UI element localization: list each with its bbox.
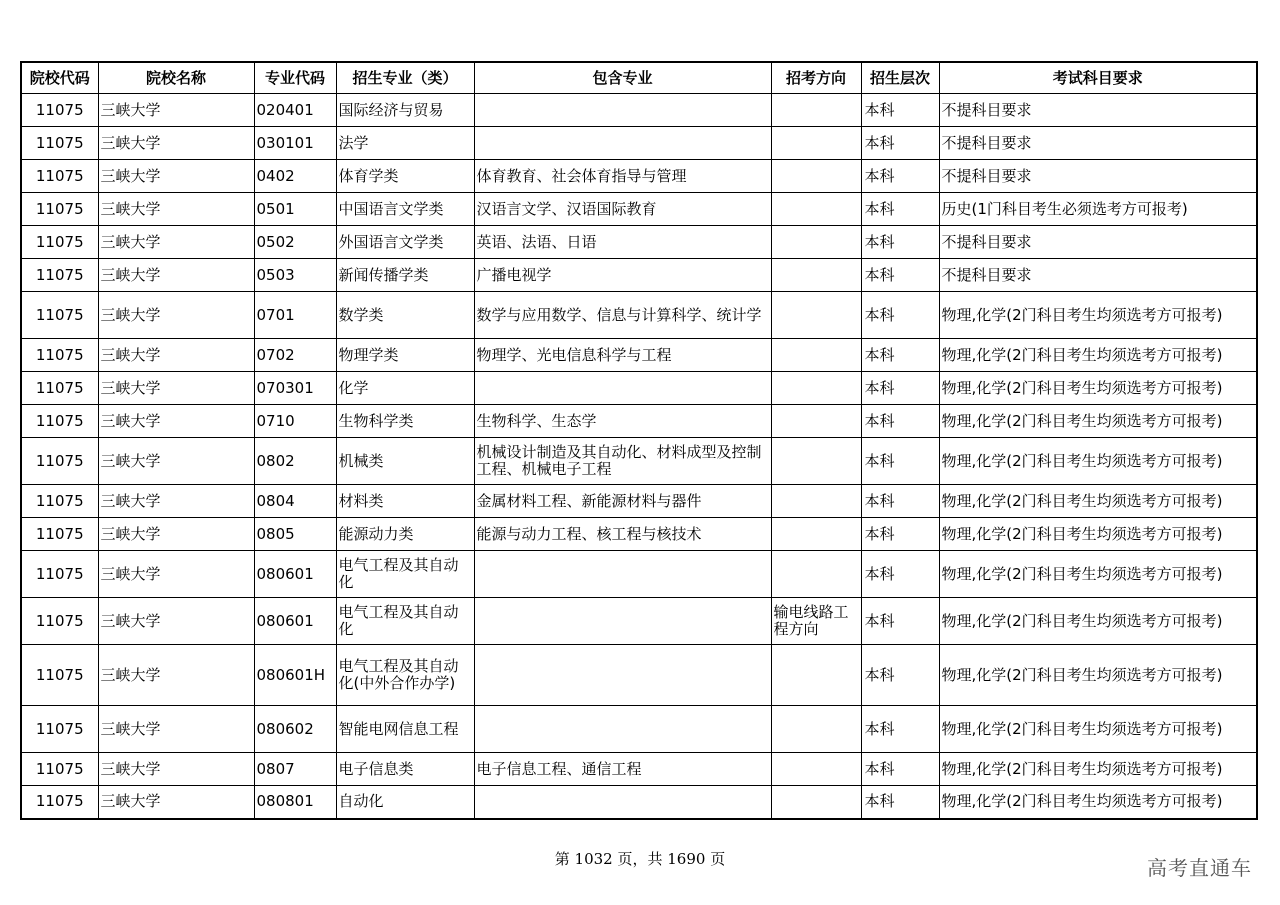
cell-included-majors: 广播电视学	[474, 259, 771, 292]
cell-school-name: 三峡大学	[98, 518, 254, 551]
table-row	[21, 339, 1257, 372]
cell-major-code: 080602	[254, 706, 336, 753]
cell-school-name: 三峡大学	[98, 405, 254, 438]
cell-included-majors	[474, 786, 771, 819]
cell-direction	[771, 339, 861, 372]
cell-school-code: 11075	[21, 753, 98, 786]
cell-school-code: 11075	[21, 786, 98, 819]
cell-major-name: 电气工程及其自动化	[336, 551, 474, 598]
cell-major-code: 070301	[254, 372, 336, 405]
cell-level: 本科	[861, 706, 939, 753]
header-subject-requirements: 考试科目要求	[939, 62, 1257, 94]
cell-level: 本科	[861, 339, 939, 372]
cell-school-name: 三峡大学	[98, 485, 254, 518]
cell-subject-requirements: 不提科目要求	[939, 94, 1257, 127]
cell-direction	[771, 551, 861, 598]
cell-included-majors	[474, 127, 771, 160]
cell-included-majors	[474, 94, 771, 127]
table-row	[21, 372, 1257, 405]
cell-major-code: 0710	[254, 405, 336, 438]
cell-level: 本科	[861, 193, 939, 226]
cell-direction	[771, 94, 861, 127]
cell-school-code: 11075	[21, 706, 98, 753]
cell-school-code: 11075	[21, 259, 98, 292]
cell-included-majors: 数学与应用数学、信息与计算科学、统计学	[474, 292, 771, 339]
cell-level: 本科	[861, 753, 939, 786]
cell-direction	[771, 485, 861, 518]
cell-major-code: 0805	[254, 518, 336, 551]
cell-level: 本科	[861, 259, 939, 292]
cell-included-majors	[474, 372, 771, 405]
cell-level: 本科	[861, 645, 939, 706]
cell-direction	[771, 292, 861, 339]
cell-major-name: 体育学类	[336, 160, 474, 193]
cell-level: 本科	[861, 485, 939, 518]
header-school-name: 院校名称	[98, 62, 254, 94]
cell-subject-requirements: 历史(1门科目考生必须选考方可报考)	[939, 193, 1257, 226]
table-row	[21, 551, 1257, 598]
cell-subject-requirements: 物理,化学(2门科目考生均须选考方可报考)	[939, 786, 1257, 819]
cell-school-code: 11075	[21, 518, 98, 551]
cell-school-code: 11075	[21, 645, 98, 706]
cell-school-name: 三峡大学	[98, 292, 254, 339]
table-row	[21, 786, 1257, 819]
cell-school-code: 11075	[21, 292, 98, 339]
cell-level: 本科	[861, 405, 939, 438]
cell-school-name: 三峡大学	[98, 753, 254, 786]
header-major-name: 招生专业（类）	[336, 62, 474, 94]
cell-subject-requirements: 物理,化学(2门科目考生均须选考方可报考)	[939, 645, 1257, 706]
cell-level: 本科	[861, 372, 939, 405]
cell-subject-requirements: 物理,化学(2门科目考生均须选考方可报考)	[939, 518, 1257, 551]
cell-school-code: 11075	[21, 405, 98, 438]
cell-subject-requirements: 不提科目要求	[939, 226, 1257, 259]
cell-level: 本科	[861, 94, 939, 127]
cell-major-name: 材料类	[336, 485, 474, 518]
cell-direction	[771, 786, 861, 819]
cell-included-majors: 生物科学、生态学	[474, 405, 771, 438]
cell-school-name: 三峡大学	[98, 94, 254, 127]
cell-major-code: 080601	[254, 551, 336, 598]
cell-school-code: 11075	[21, 551, 98, 598]
cell-school-name: 三峡大学	[98, 372, 254, 405]
header-row	[21, 62, 1257, 94]
cell-level: 本科	[861, 518, 939, 551]
cell-level: 本科	[861, 551, 939, 598]
header-school-code: 院校代码	[21, 62, 98, 94]
cell-subject-requirements: 不提科目要求	[939, 160, 1257, 193]
table-row	[21, 405, 1257, 438]
cell-direction	[771, 645, 861, 706]
cell-school-code: 11075	[21, 438, 98, 485]
cell-school-code: 11075	[21, 598, 98, 645]
cell-direction	[771, 518, 861, 551]
table-row	[21, 753, 1257, 786]
cell-major-code: 0503	[254, 259, 336, 292]
cell-included-majors: 体育教育、社会体育指导与管理	[474, 160, 771, 193]
cell-subject-requirements: 物理,化学(2门科目考生均须选考方可报考)	[939, 598, 1257, 645]
cell-level: 本科	[861, 226, 939, 259]
cell-school-name: 三峡大学	[98, 339, 254, 372]
cell-major-name: 自动化	[336, 786, 474, 819]
cell-school-code: 11075	[21, 127, 98, 160]
cell-major-name: 化学	[336, 372, 474, 405]
cell-major-code: 080601H	[254, 645, 336, 706]
header-direction: 招考方向	[771, 62, 861, 94]
cell-major-code: 080801	[254, 786, 336, 819]
table-row	[21, 518, 1257, 551]
cell-major-code: 0502	[254, 226, 336, 259]
cell-subject-requirements: 物理,化学(2门科目考生均须选考方可报考)	[939, 706, 1257, 753]
cell-level: 本科	[861, 292, 939, 339]
cell-major-name: 机械类	[336, 438, 474, 485]
table-body	[21, 94, 1257, 819]
cell-major-code: 0802	[254, 438, 336, 485]
cell-direction	[771, 753, 861, 786]
page-number: 第 1032 页，共 1690 页	[554, 850, 726, 868]
table-row	[21, 706, 1257, 753]
cell-school-name: 三峡大学	[98, 160, 254, 193]
cell-school-code: 11075	[21, 485, 98, 518]
cell-major-name: 生物科学类	[336, 405, 474, 438]
cell-included-majors	[474, 706, 771, 753]
cell-major-name: 外国语言文学类	[336, 226, 474, 259]
cell-level: 本科	[861, 127, 939, 160]
cell-level: 本科	[861, 160, 939, 193]
header-major-code: 专业代码	[254, 62, 336, 94]
cell-direction	[771, 193, 861, 226]
cell-major-name: 能源动力类	[336, 518, 474, 551]
cell-school-name: 三峡大学	[98, 127, 254, 160]
cell-direction	[771, 405, 861, 438]
cell-major-code: 0701	[254, 292, 336, 339]
cell-school-name: 三峡大学	[98, 786, 254, 819]
cell-included-majors: 汉语言文学、汉语国际教育	[474, 193, 771, 226]
cell-included-majors: 机械设计制造及其自动化、材料成型及控制工程、机械电子工程	[474, 438, 771, 485]
cell-subject-requirements: 物理,化学(2门科目考生均须选考方可报考)	[939, 405, 1257, 438]
admissions-table-container	[20, 61, 1256, 820]
cell-direction	[771, 372, 861, 405]
cell-subject-requirements: 物理,化学(2门科目考生均须选考方可报考)	[939, 438, 1257, 485]
table-row	[21, 94, 1257, 127]
cell-school-name: 三峡大学	[98, 598, 254, 645]
cell-major-code: 0807	[254, 753, 336, 786]
cell-major-name: 物理学类	[336, 339, 474, 372]
cell-school-name: 三峡大学	[98, 226, 254, 259]
cell-school-code: 11075	[21, 94, 98, 127]
cell-school-name: 三峡大学	[98, 193, 254, 226]
cell-included-majors	[474, 551, 771, 598]
table-row	[21, 160, 1257, 193]
cell-major-name: 法学	[336, 127, 474, 160]
table-row	[21, 438, 1257, 485]
cell-included-majors	[474, 645, 771, 706]
cell-included-majors: 金属材料工程、新能源材料与器件	[474, 485, 771, 518]
cell-school-name: 三峡大学	[98, 438, 254, 485]
cell-school-code: 11075	[21, 339, 98, 372]
cell-school-name: 三峡大学	[98, 259, 254, 292]
cell-included-majors: 物理学、光电信息科学与工程	[474, 339, 771, 372]
cell-major-code: 080601	[254, 598, 336, 645]
cell-included-majors	[474, 598, 771, 645]
cell-direction	[771, 160, 861, 193]
table-row	[21, 193, 1257, 226]
table-row	[21, 226, 1257, 259]
cell-major-name: 智能电网信息工程	[336, 706, 474, 753]
header-included-majors: 包含专业	[474, 62, 771, 94]
cell-direction	[771, 259, 861, 292]
cell-major-name: 国际经济与贸易	[336, 94, 474, 127]
header-level: 招生层次	[861, 62, 939, 94]
cell-school-code: 11075	[21, 193, 98, 226]
admissions-table	[20, 61, 1258, 820]
cell-included-majors: 能源与动力工程、核工程与核技术	[474, 518, 771, 551]
cell-subject-requirements: 物理,化学(2门科目考生均须选考方可报考)	[939, 339, 1257, 372]
cell-subject-requirements: 不提科目要求	[939, 127, 1257, 160]
cell-school-code: 11075	[21, 372, 98, 405]
cell-direction	[771, 127, 861, 160]
cell-subject-requirements: 物理,化学(2门科目考生均须选考方可报考)	[939, 551, 1257, 598]
cell-school-name: 三峡大学	[98, 706, 254, 753]
cell-subject-requirements: 不提科目要求	[939, 259, 1257, 292]
cell-subject-requirements: 物理,化学(2门科目考生均须选考方可报考)	[939, 292, 1257, 339]
cell-school-code: 11075	[21, 160, 98, 193]
cell-included-majors: 英语、法语、日语	[474, 226, 771, 259]
cell-subject-requirements: 物理,化学(2门科目考生均须选考方可报考)	[939, 485, 1257, 518]
cell-direction	[771, 706, 861, 753]
cell-major-code: 0804	[254, 485, 336, 518]
cell-level: 本科	[861, 598, 939, 645]
table-row	[21, 485, 1257, 518]
cell-included-majors: 电子信息工程、通信工程	[474, 753, 771, 786]
table-header	[21, 62, 1257, 94]
cell-school-name: 三峡大学	[98, 551, 254, 598]
cell-level: 本科	[861, 786, 939, 819]
table-row	[21, 259, 1257, 292]
cell-major-name: 中国语言文学类	[336, 193, 474, 226]
cell-major-name: 电气工程及其自动化	[336, 598, 474, 645]
cell-level: 本科	[861, 438, 939, 485]
cell-major-code: 0702	[254, 339, 336, 372]
table-row	[21, 598, 1257, 645]
cell-direction: 输电线路工程方向	[771, 598, 861, 645]
table-row	[21, 292, 1257, 339]
cell-major-code: 030101	[254, 127, 336, 160]
cell-major-code: 0402	[254, 160, 336, 193]
cell-major-code: 0501	[254, 193, 336, 226]
cell-subject-requirements: 物理,化学(2门科目考生均须选考方可报考)	[939, 372, 1257, 405]
cell-school-code: 11075	[21, 226, 98, 259]
cell-major-name: 电子信息类	[336, 753, 474, 786]
table-row	[21, 127, 1257, 160]
cell-major-name: 数学类	[336, 292, 474, 339]
cell-major-name: 电气工程及其自动化(中外合作办学)	[336, 645, 474, 706]
cell-major-name: 新闻传播学类	[336, 259, 474, 292]
watermark: 高考直通车	[1147, 856, 1252, 880]
cell-direction	[771, 226, 861, 259]
cell-subject-requirements: 物理,化学(2门科目考生均须选考方可报考)	[939, 753, 1257, 786]
cell-major-code: 020401	[254, 94, 336, 127]
table-row	[21, 645, 1257, 706]
cell-school-name: 三峡大学	[98, 645, 254, 706]
cell-direction	[771, 438, 861, 485]
